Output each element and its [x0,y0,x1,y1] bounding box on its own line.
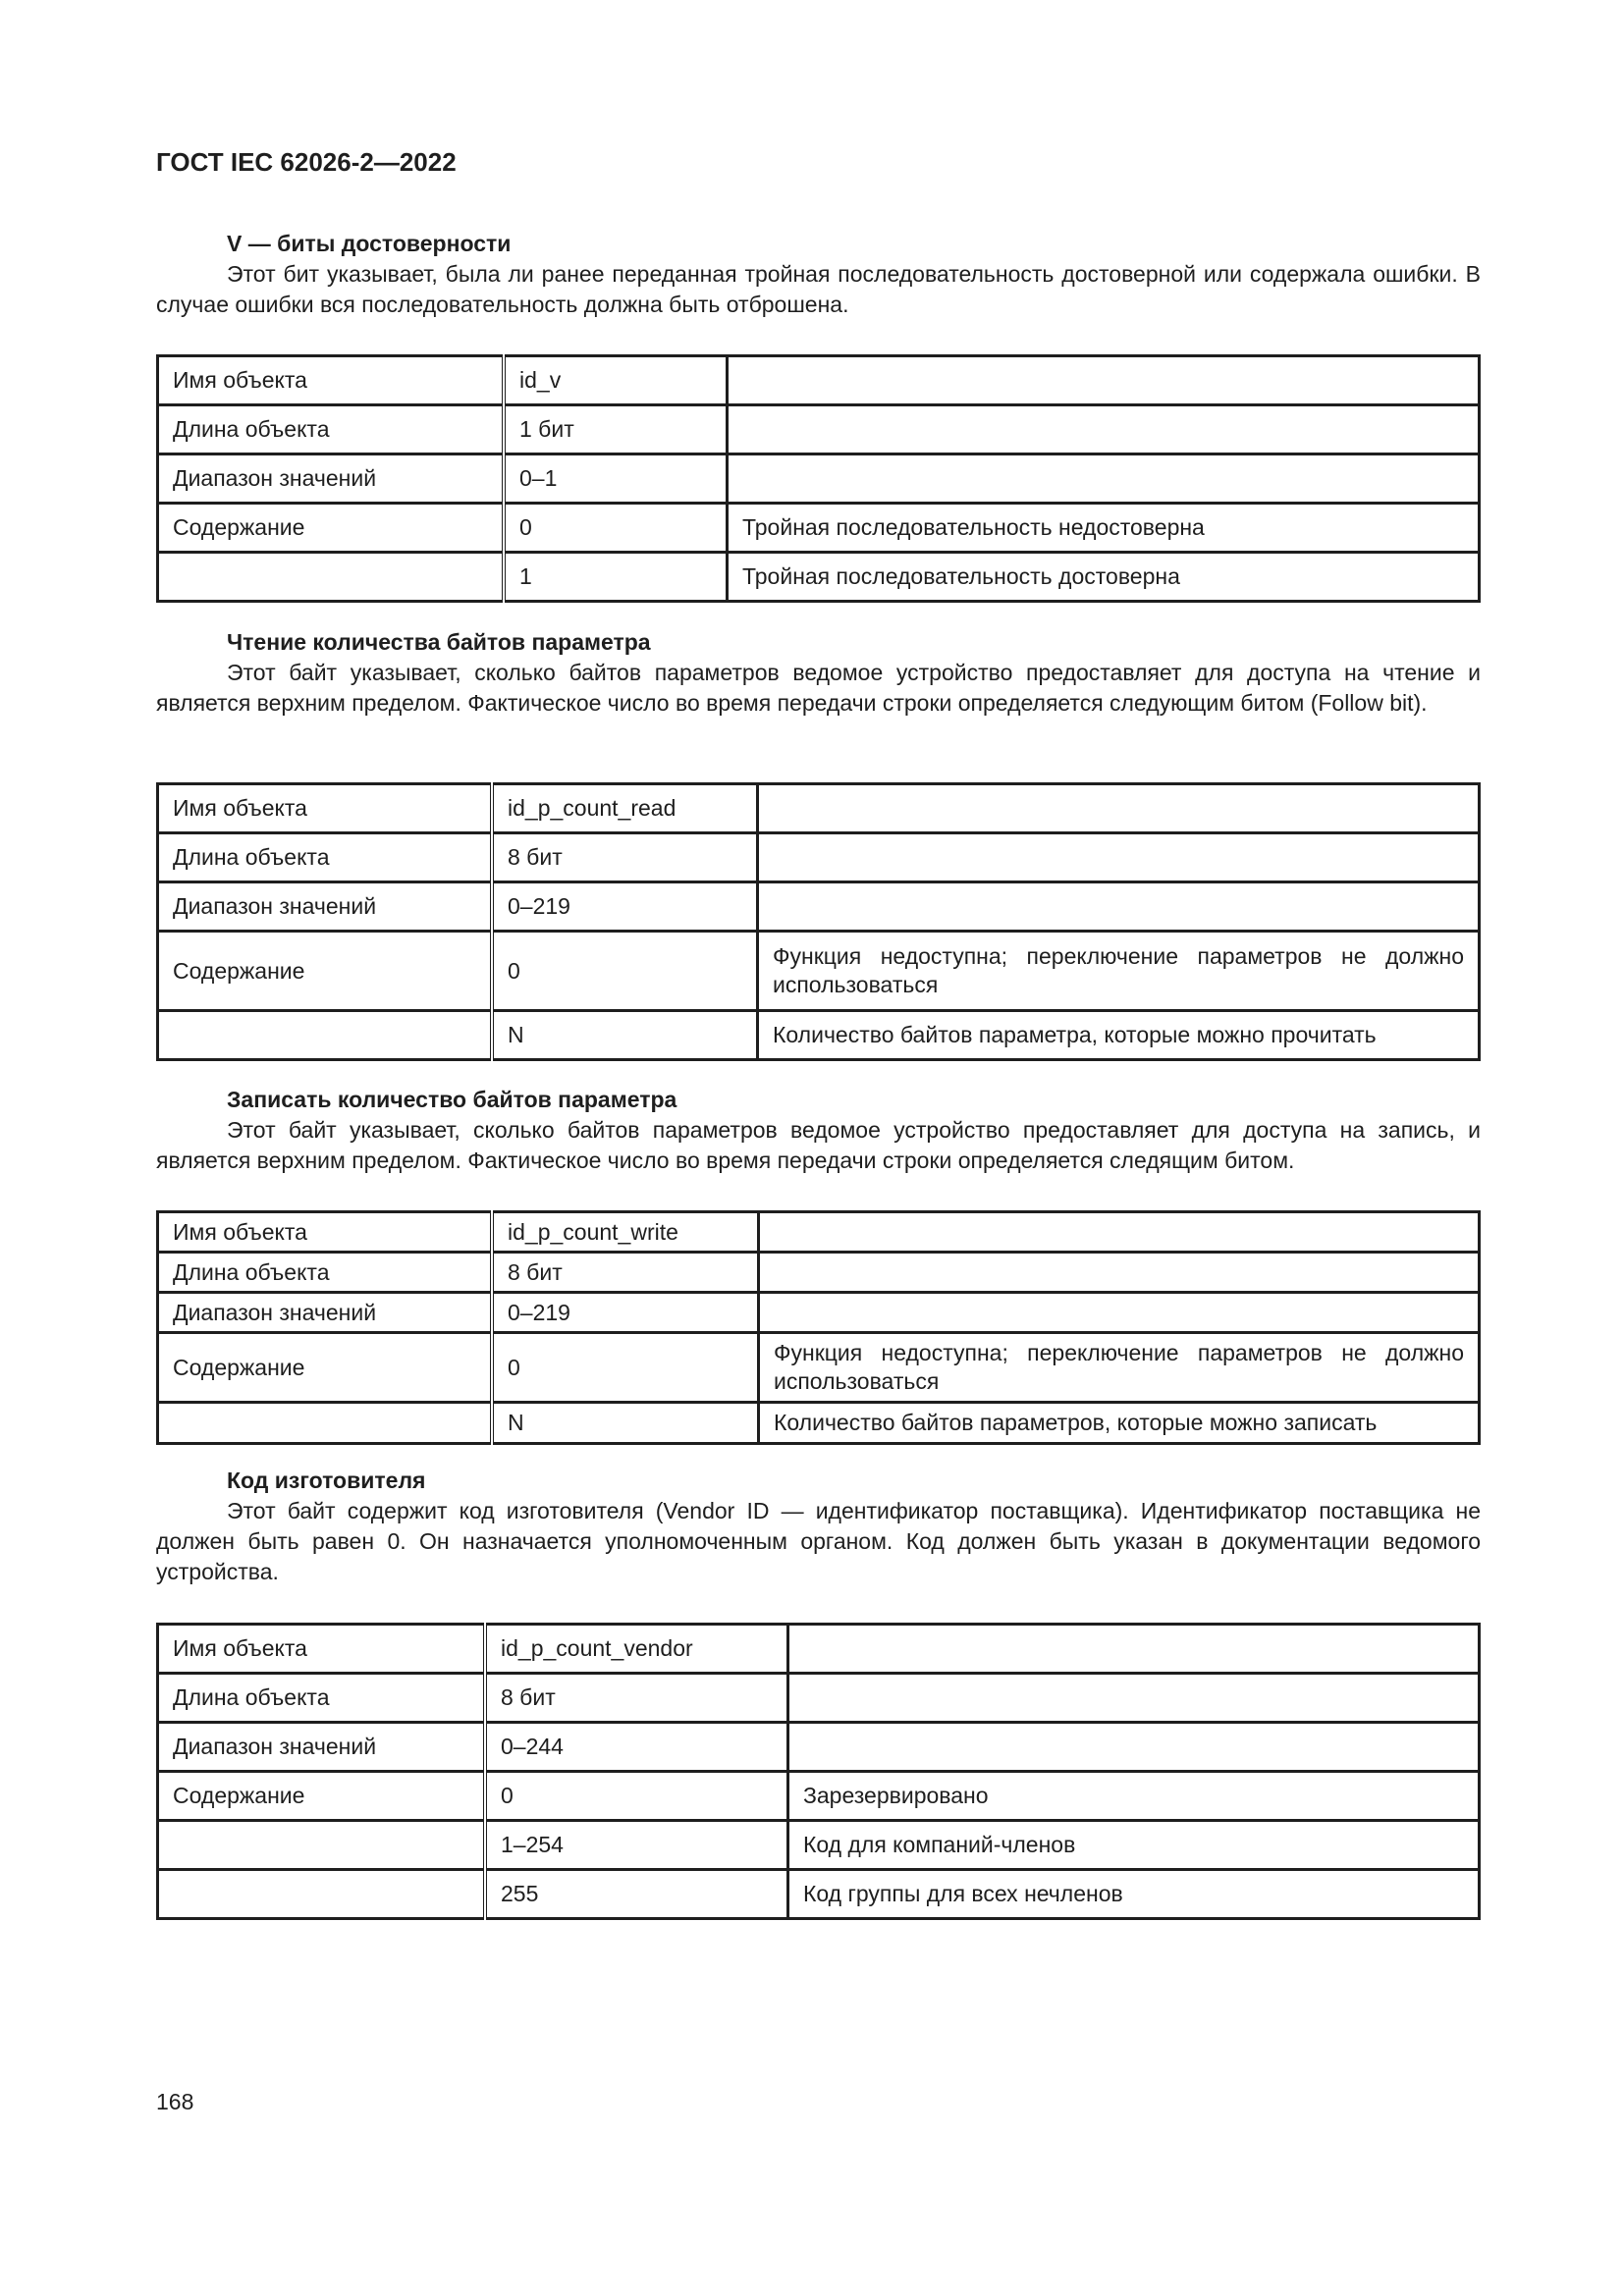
value-cell: 8 бит [492,833,758,882]
table-row [158,1403,1480,1444]
field-name-cell: Содержание [158,1333,493,1403]
description-cell: Зарезервировано [788,1772,1480,1821]
value-cell: 1 бит [504,405,728,454]
field-name-cell: Диапазон значений [158,454,505,504]
description-cell [759,1253,1480,1293]
page-number: 168 [156,2089,194,2114]
value-cell: N [492,1011,758,1060]
field-name-cell [158,1403,493,1444]
description-cell: Код группы для всех нечленов [788,1870,1480,1919]
object-table-id-p-count-write [156,1210,1481,1445]
section-write-count [156,1085,1481,1176]
section-read-count [156,627,1481,719]
table-row [158,553,1480,602]
description-cell: Тройная последовательность достоверна [728,553,1480,602]
description-cell: Функция недоступна; переключение параметров не должно использоваться [758,932,1480,1011]
section-validity-bits [156,229,1481,320]
section-title: Код изготовителя [227,1468,426,1493]
table-row [158,1723,1480,1772]
field-name-cell: Длина объекта [158,1253,493,1293]
table-row [158,1821,1480,1870]
value-cell: 1 [504,553,728,602]
value-cell: id_p_count_vendor [485,1625,788,1674]
value-cell: 0 [492,932,758,1011]
object-table-id-v [156,354,1481,603]
description-cell [759,1293,1480,1333]
table-row [158,1333,1480,1403]
field-name-cell: Содержание [158,1772,486,1821]
section-vendor-code [156,1466,1481,1587]
value-cell: id_v [504,356,728,405]
field-name-cell: Имя объекта [158,1625,486,1674]
section-title: V — биты достоверности [227,231,512,256]
table-row [158,356,1480,405]
field-name-cell [158,1870,486,1919]
description-cell: Тройная последовательность недостоверна [728,504,1480,553]
table-row [158,1625,1480,1674]
value-cell: 0 [504,504,728,553]
description-cell [758,784,1480,833]
table-row [158,454,1480,504]
table-row [158,1674,1480,1723]
field-name-cell: Длина объекта [158,405,505,454]
table-row [158,1212,1480,1253]
table-row [158,1772,1480,1821]
table-row [158,405,1480,454]
value-cell: 8 бит [492,1253,759,1293]
field-name-cell: Длина объекта [158,1674,486,1723]
section-text: Этот байт указывает, сколько байтов параметров ведомое устройство предоставляет для доступа на чтение и является верхним пределом. Фактическое число во время передачи строки определяется следующим битом (Follow bit). [156,660,1481,716]
field-name-cell [158,1011,493,1060]
description-cell [759,1212,1480,1253]
section-title: Чтение количества байтов параметра [227,629,651,655]
value-cell: 8 бит [485,1674,788,1723]
value-cell: 0–219 [492,1293,759,1333]
value-cell: 0–219 [492,882,758,932]
field-name-cell: Имя объекта [158,1212,493,1253]
description-cell [728,454,1480,504]
table-row [158,833,1480,882]
table-row [158,1870,1480,1919]
description-cell: Количество байтов параметров, которые можно записать [759,1403,1480,1444]
field-name-cell: Имя объекта [158,356,505,405]
description-cell [758,833,1480,882]
table-row [158,932,1480,1011]
field-name-cell: Длина объекта [158,833,493,882]
table-row [158,1011,1480,1060]
table-row [158,882,1480,932]
section-text: Этот бит указывает, была ли ранее переданная тройная последовательность достоверной или содержала ошибки. В случае ошибки вся последовательность должна быть отброшена. [156,261,1481,317]
value-cell: 0–1 [504,454,728,504]
value-cell: N [492,1403,759,1444]
field-name-cell: Диапазон значений [158,1293,493,1333]
value-cell: id_p_count_read [492,784,758,833]
description-cell [758,882,1480,932]
field-name-cell: Диапазон значений [158,882,493,932]
document-header: ГОСТ IEC 62026-2—2022 [156,147,457,177]
description-cell [788,1723,1480,1772]
value-cell: id_p_count_write [492,1212,759,1253]
field-name-cell: Содержание [158,504,505,553]
description-cell: Функция недоступна; переключение параметров не должно использоваться [759,1333,1480,1403]
value-cell: 255 [485,1870,788,1919]
table-row [158,1253,1480,1293]
value-cell: 0 [485,1772,788,1821]
field-name-cell [158,553,505,602]
object-table-id-p-count-read [156,782,1481,1061]
table-row [158,504,1480,553]
value-cell: 0–244 [485,1723,788,1772]
field-name-cell [158,1821,486,1870]
description-cell: Код для компаний-членов [788,1821,1480,1870]
value-cell: 1–254 [485,1821,788,1870]
field-name-cell: Содержание [158,932,493,1011]
description-cell [788,1674,1480,1723]
description-cell [728,356,1480,405]
table-row [158,784,1480,833]
object-table-id-p-count-vendor [156,1623,1481,1920]
table-row [158,1293,1480,1333]
field-name-cell: Имя объекта [158,784,493,833]
field-name-cell: Диапазон значений [158,1723,486,1772]
section-title: Записать количество байтов параметра [227,1087,677,1112]
description-cell [788,1625,1480,1674]
description-cell: Количество байтов параметра, которые можно прочитать [758,1011,1480,1060]
section-text: Этот байт содержит код изготовителя (Vendor ID — идентификатор поставщика). Идентификатор поставщика не должен быть равен 0. Он назначается уполномоченным органом. Код должен быть указан в документации ведомого устройства. [156,1498,1481,1584]
value-cell: 0 [492,1333,759,1403]
description-cell [728,405,1480,454]
section-text: Этот байт указывает, сколько байтов параметров ведомое устройство предоставляет для доступа на запись, и является верхним пределом. Фактическое число во время передачи строки определяется следящим битом. [156,1117,1481,1173]
